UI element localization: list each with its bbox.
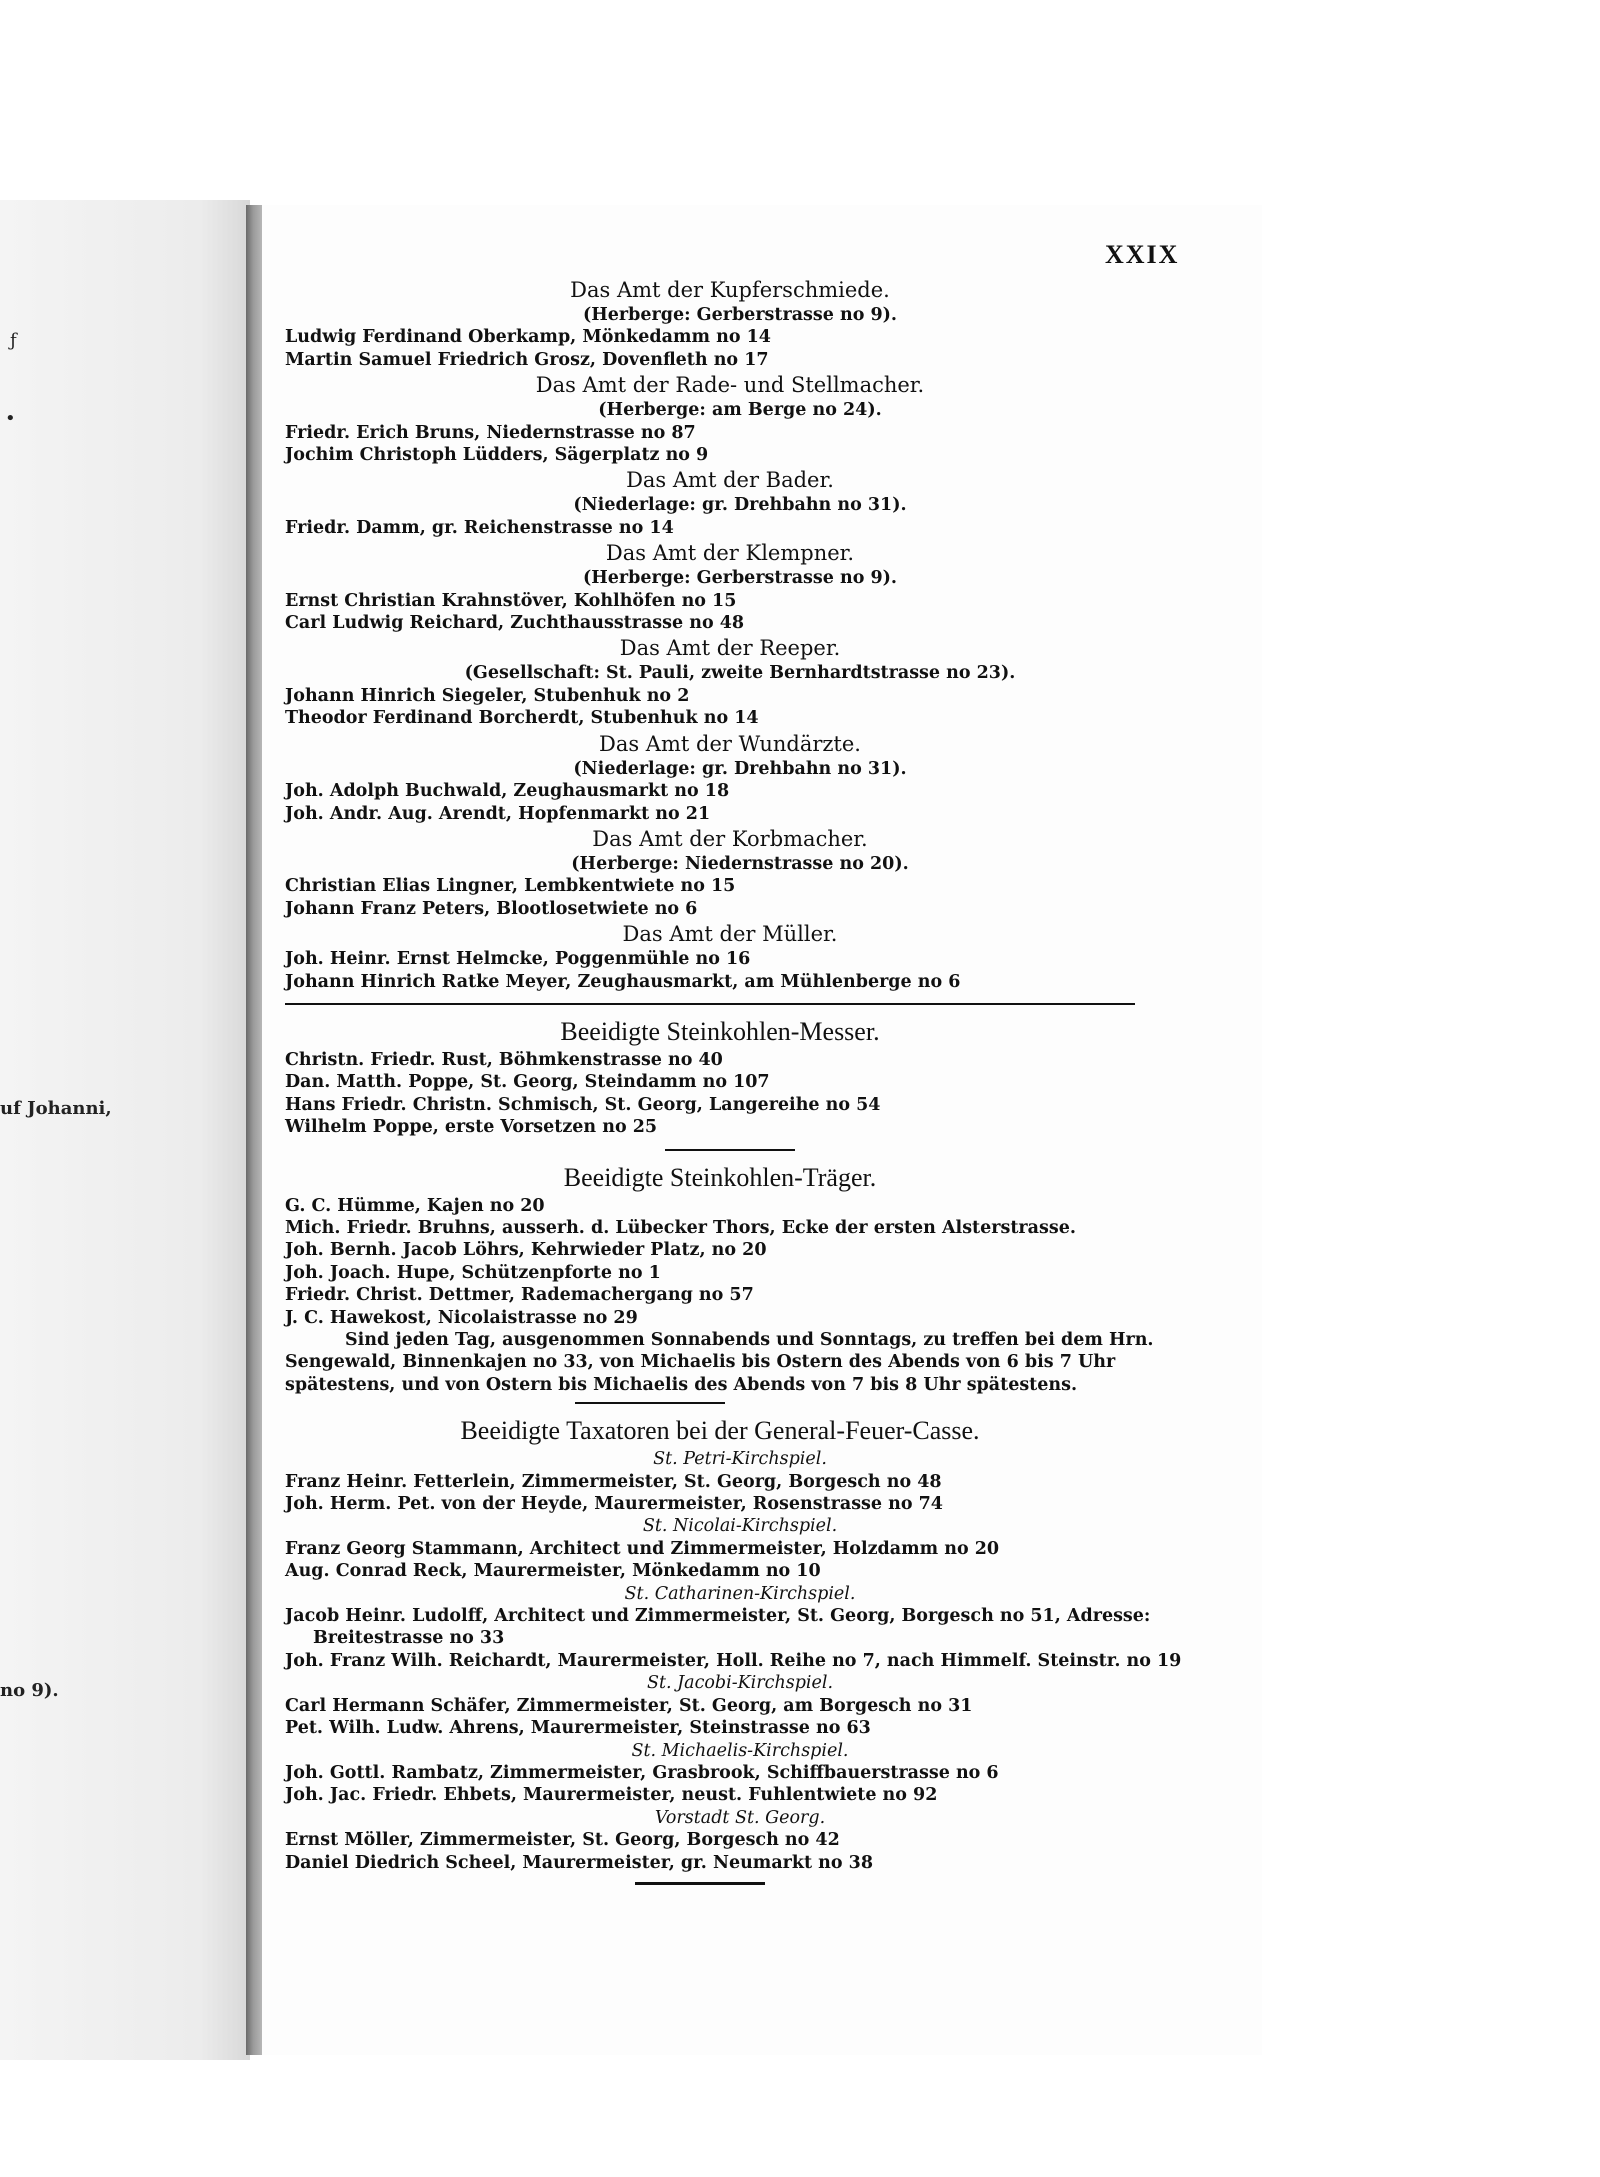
messer-entry: Hans Friedr. Christn. Schmisch, St. Georg, Langereihe no 54 xyxy=(285,1094,881,1115)
messer-list xyxy=(285,1049,1195,1139)
taxator-entry: Joh. Gottl. Rambatz, Zimmermeister, Grasbrook, Schiffbauerstrasse no 6 xyxy=(285,1762,999,1783)
note-line: Sengewald, Binnenkajen no 33, von Michaelis bis Ostern des Abends von 6 bis 7 Uhr xyxy=(285,1352,1116,1373)
guild-member: Ernst Christian Krahnstöver, Kohlhöfen no 15 xyxy=(285,590,737,611)
guild-subtitle: (Niederlage: gr. Drehbahn no 31). xyxy=(573,758,907,779)
taxator-entry: Pet. Wilh. Ludw. Ahrens, Maurermeister, Steinstrasse no 63 xyxy=(285,1718,871,1739)
section-divider xyxy=(665,1149,795,1151)
taxator-entry: Breitestrasse no 33 xyxy=(313,1628,505,1649)
guild-title: Das Amt der Müller. xyxy=(622,922,838,947)
guild-member: Theodor Ferdinand Borcherdt, Stubenhuk no 14 xyxy=(285,708,759,729)
guild-title: Das Amt der Kupferschmiede. xyxy=(570,278,890,302)
guild-list xyxy=(285,276,1195,993)
guild-subtitle: (Herberge: Niedernstrasse no 20). xyxy=(571,853,909,874)
messer-entry: Wilhelm Poppe, erste Vorsetzen no 25 xyxy=(285,1117,658,1138)
traeger-heading: Beeidigte Steinkohlen-Träger. xyxy=(563,1162,877,1192)
section-divider xyxy=(285,1003,1135,1005)
left-page-text: uf Johanni, xyxy=(0,1098,112,1119)
guild-title: Das Amt der Bader. xyxy=(626,468,834,493)
left-page-text: no 9). xyxy=(0,1680,59,1701)
section-divider xyxy=(575,1402,725,1404)
guild-member: Joh. Adolph Buchwald, Zeughausmarkt no 18 xyxy=(285,781,730,802)
traeger-entry: Mich. Friedr. Bruhns, ausserh. d. Lübecker Thors, Ecke der ersten Alsterstrasse. xyxy=(285,1217,1076,1238)
taxator-entry: Franz Georg Stammann, Architect und Zimmermeister, Holzdamm no 20 xyxy=(285,1538,1000,1559)
traeger-note xyxy=(285,1329,1175,1396)
guild-subtitle: (Herberge: am Berge no 24). xyxy=(598,400,882,421)
guild-member: Jochim Christoph Lüdders, Sägerplatz no 9 xyxy=(285,445,709,466)
guild-member: Ludwig Ferdinand Oberkamp, Mönkedamm no 14 xyxy=(285,327,771,348)
parish-name: St. Nicolai-Kirchspiel. xyxy=(642,1516,838,1537)
note-line: Sind jeden Tag, ausgenommen Sonnabends und Sonntags, zu treffen bei dem Hrn. xyxy=(345,1330,1154,1350)
traeger-entry: G. C. Hümme, Kajen no 20 xyxy=(285,1195,545,1216)
page-content xyxy=(285,276,1195,1885)
traeger-entry: Friedr. Christ. Dettmer, Rademachergang no 57 xyxy=(285,1285,754,1306)
left-page-text: • xyxy=(5,408,16,429)
guild-member: Joh. Heinr. Ernst Helmcke, Poggenmühle no 16 xyxy=(285,949,751,970)
traeger-entry: J. C. Hawekost, Nicolaistrasse no 29 xyxy=(285,1307,638,1328)
guild-member: Joh. Andr. Aug. Arendt, Hopfenmarkt no 21 xyxy=(285,803,711,824)
messer-entry: Dan. Matth. Poppe, St. Georg, Steindamm no 107 xyxy=(285,1072,770,1093)
traeger-list xyxy=(285,1195,1195,1329)
guild-subtitle: (Herberge: Gerberstrasse no 9). xyxy=(582,568,898,589)
parish-name: Vorstadt St. Georg. xyxy=(654,1807,826,1828)
messer-heading: Beeidigte Steinkohlen-Messer. xyxy=(560,1016,880,1046)
taxatoren-list xyxy=(285,1448,1195,1874)
taxator-entry: Jacob Heinr. Ludolff, Architect und Zimmermeister, St. Georg, Borgesch no 51, Adresse: xyxy=(285,1606,1151,1627)
note-line: spätestens, und von Ostern bis Michaelis des Abends von 7 bis 8 Uhr spätestens. xyxy=(285,1374,1078,1395)
guild-title: Das Amt der Reeper. xyxy=(619,636,841,661)
taxator-entry: Ernst Möller, Zimmermeister, St. Georg, Borgesch no 42 xyxy=(285,1830,840,1851)
guild-title: Das Amt der Wundärzte. xyxy=(599,731,861,756)
page-number: XXIX xyxy=(1105,240,1180,269)
guild-subtitle: (Niederlage: gr. Drehbahn no 31). xyxy=(573,495,907,516)
guild-member: Friedr. Erich Bruns, Niedernstrasse no 87 xyxy=(285,422,696,443)
taxator-entry: Carl Hermann Schäfer, Zimmermeister, St. Georg, am Borgesch no 31 xyxy=(285,1695,973,1716)
left-page-text: ƒ xyxy=(10,330,17,351)
guild-subtitle: (Gesellschaft: St. Pauli, zweite Bernhardtstrasse no 23). xyxy=(464,663,1016,684)
guild-member: Carl Ludwig Reichard, Zuchthausstrasse no 48 xyxy=(285,613,745,634)
taxator-entry: Aug. Conrad Reck, Maurermeister, Mönkedamm no 10 xyxy=(285,1561,821,1582)
guild-member: Johann Franz Peters, Blootlosetwiete no 6 xyxy=(285,898,698,919)
closing-rule xyxy=(635,1882,765,1885)
taxator-entry: Joh. Herm. Pet. von der Heyde, Maurermeister, Rosenstrasse no 74 xyxy=(285,1494,943,1515)
taxator-entry: Joh. Franz Wilh. Reichardt, Maurermeister, Holl. Reihe no 7, nach Himmelf. Steinstr. no 19 xyxy=(285,1650,1182,1671)
guild-member: Johann Hinrich Ratke Meyer, Zeughausmarkt, am Mühlenberge no 6 xyxy=(285,971,961,992)
parish-name: St. Catharinen-Kirchspiel. xyxy=(624,1583,856,1604)
taxatoren-heading: Beeidigte Taxatoren bei der General-Feuer-Casse. xyxy=(460,1416,980,1446)
guild-title: Das Amt der Klempner. xyxy=(605,541,855,566)
guild-title: Das Amt der Rade- und Stellmacher. xyxy=(535,373,925,398)
messer-entry: Christn. Friedr. Rust, Böhmkenstrasse no 40 xyxy=(285,1049,723,1070)
traeger-entry: Joh. Bernh. Jacob Löhrs, Kehrwieder Platz, no 20 xyxy=(285,1240,767,1261)
taxator-entry: Franz Heinr. Fetterlein, Zimmermeister, St. Georg, Borgesch no 48 xyxy=(285,1471,942,1492)
taxator-entry: Daniel Diedrich Scheel, Maurermeister, gr. Neumarkt no 38 xyxy=(285,1852,874,1873)
taxator-entry: Joh. Jac. Friedr. Ehbets, Maurermeister, neust. Fuhlentwiete no 92 xyxy=(285,1785,938,1806)
guild-member: Johann Hinrich Siegeler, Stubenhuk no 2 xyxy=(285,685,690,706)
traeger-entry: Joh. Joach. Hupe, Schützenpforte no 1 xyxy=(285,1262,661,1283)
guild-subtitle: (Herberge: Gerberstrasse no 9). xyxy=(582,305,898,325)
left-page-fragment xyxy=(0,200,250,2060)
guild-title: Das Amt der Korbmacher. xyxy=(592,826,868,851)
guild-member: Friedr. Damm, gr. Reichenstrasse no 14 xyxy=(285,517,674,538)
parish-name: St. Michaelis-Kirchspiel. xyxy=(631,1740,849,1761)
guild-member: Christian Elias Lingner, Lembkentwiete no 15 xyxy=(285,876,736,897)
parish-name: St. Jacobi-Kirchspiel. xyxy=(646,1673,834,1694)
guild-member: Martin Samuel Friedrich Grosz, Dovenfleth no 17 xyxy=(285,349,769,370)
parish-name: St. Petri-Kirchspiel. xyxy=(653,1449,827,1470)
